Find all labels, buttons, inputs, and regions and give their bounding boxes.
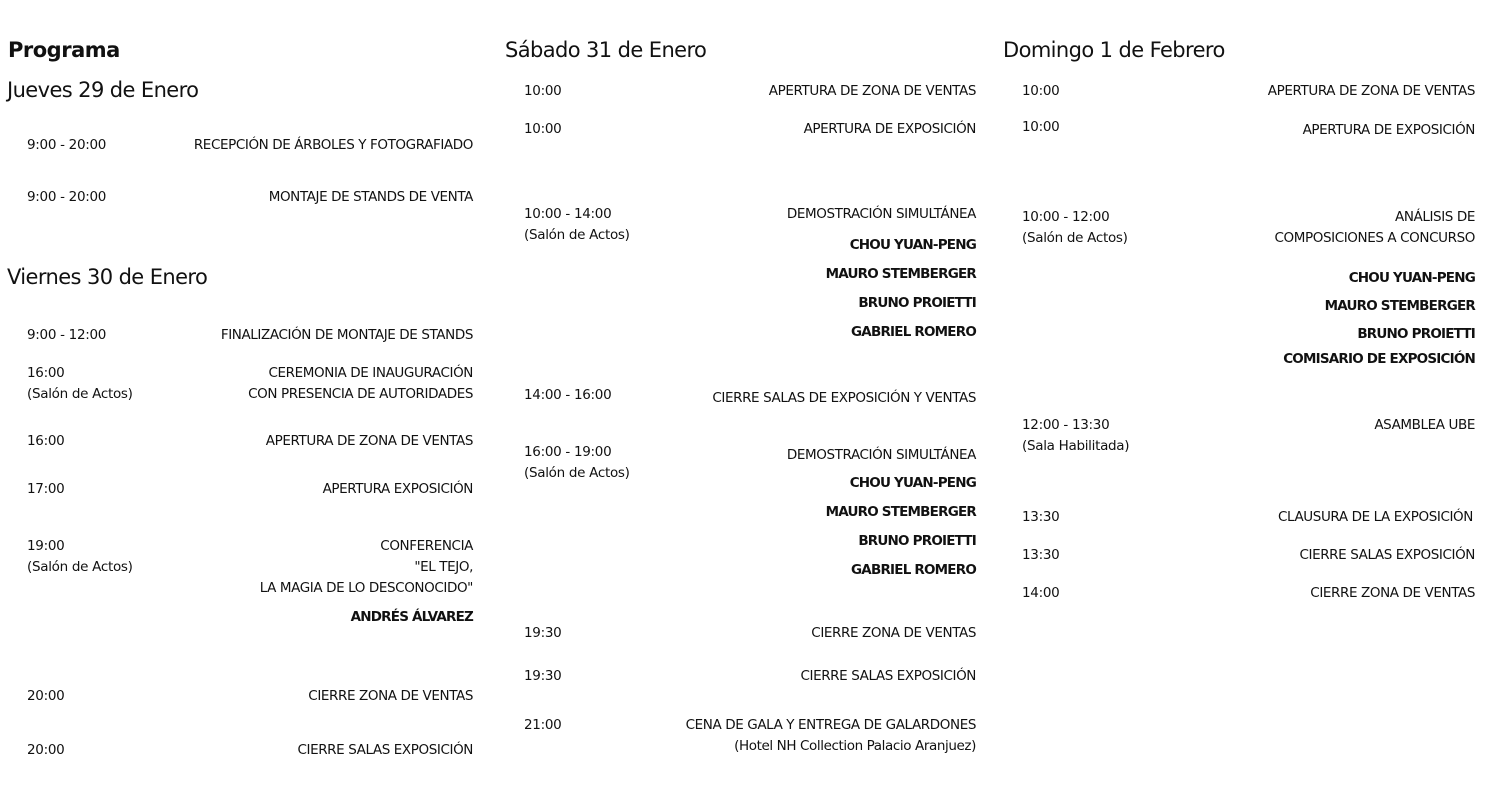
participant-name: COMISARIO DE EXPOSICIÓN bbox=[1283, 351, 1475, 367]
event-time bbox=[1022, 207, 1128, 249]
text-line: APERTURA DE ZONA DE VENTAS bbox=[768, 83, 976, 99]
participant-list bbox=[826, 469, 976, 585]
text-line: ASAMBLEA UBE bbox=[1374, 417, 1475, 433]
event-description bbox=[787, 204, 976, 225]
event-description bbox=[1303, 120, 1475, 141]
text-line: CIERRE SALAS EXPOSICIÓN bbox=[297, 742, 473, 758]
text-line: 19:30 bbox=[524, 668, 562, 684]
text-line: 13:30 bbox=[1022, 509, 1060, 525]
participant-name: MAURO STEMBERGER bbox=[825, 266, 976, 282]
page-title: Programa bbox=[8, 38, 120, 62]
participant-name: BRUNO PROIETTI bbox=[858, 533, 976, 549]
event-description bbox=[1268, 81, 1475, 102]
event-location: (Sala Habilitada) bbox=[1022, 438, 1130, 454]
text-line: 9:00 - 12:00 bbox=[27, 327, 107, 343]
event-description bbox=[266, 431, 473, 452]
day-title-viernes: Viernes 30 de Enero bbox=[7, 265, 208, 289]
event-time bbox=[1022, 81, 1059, 102]
event-description bbox=[804, 119, 976, 140]
text-line: 10:00 bbox=[1022, 119, 1060, 135]
event-time bbox=[1022, 117, 1059, 138]
text-line: 12:00 - 13:30 bbox=[1022, 417, 1110, 433]
schedule-column-1 bbox=[27, 0, 473, 795]
event-time bbox=[27, 135, 106, 156]
participant-name: GABRIEL ROMERO bbox=[851, 562, 976, 578]
event-time bbox=[27, 536, 133, 578]
speaker-list bbox=[351, 603, 473, 632]
text-line: CENA DE GALA Y ENTREGA DE GALARDONES bbox=[685, 717, 976, 733]
event-time bbox=[27, 479, 64, 500]
text-line: DEMOSTRACIÓN SIMULTÁNEA bbox=[786, 206, 976, 222]
participant-name: CHOU YUAN-PENG bbox=[1348, 270, 1475, 286]
text-line: CIERRE ZONA DE VENTAS bbox=[811, 625, 976, 641]
event-description bbox=[194, 135, 473, 156]
event-description bbox=[297, 740, 473, 761]
day-title-jueves: Jueves 29 de Enero bbox=[7, 78, 199, 102]
text-line: 10:00 - 14:00 bbox=[524, 206, 612, 222]
day-title-sabado: Sábado 31 de Enero bbox=[505, 38, 707, 62]
text-line: 10:00 bbox=[524, 83, 562, 99]
event-description bbox=[1274, 207, 1475, 249]
participant-list bbox=[1283, 264, 1475, 376]
text-line: "EL TEJO, bbox=[414, 559, 473, 575]
text-line: 16:00 bbox=[27, 433, 65, 449]
event-description bbox=[1278, 507, 1473, 528]
event-description bbox=[260, 536, 473, 599]
text-line: CIERRE ZONA DE VENTAS bbox=[1310, 585, 1475, 601]
event-location: (Salón de Actos) bbox=[1022, 230, 1128, 246]
event-time bbox=[524, 666, 561, 687]
event-description bbox=[269, 187, 473, 208]
event-description bbox=[308, 686, 473, 707]
text-line: CON PRESENCIA DE AUTORIDADES bbox=[248, 386, 473, 402]
text-line: DEMOSTRACIÓN SIMULTÁNEA bbox=[786, 447, 976, 463]
participant-name: MAURO STEMBERGER bbox=[825, 504, 976, 520]
text-line: 14:00 - 16:00 bbox=[524, 387, 612, 403]
event-time bbox=[27, 686, 64, 707]
participant-name: CHOU YUAN-PENG bbox=[849, 237, 976, 253]
event-location: (Hotel NH Collection Palacio Aranjuez) bbox=[734, 738, 976, 754]
text-line: APERTURA DE ZONA DE VENTAS bbox=[1267, 83, 1475, 99]
event-time bbox=[1022, 507, 1059, 528]
event-location: (Salón de Actos) bbox=[524, 227, 630, 243]
participant-name: BRUNO PROIETTI bbox=[858, 295, 976, 311]
event-time bbox=[27, 325, 106, 346]
event-description bbox=[686, 715, 976, 757]
event-time bbox=[524, 204, 630, 246]
event-description bbox=[811, 623, 976, 644]
event-time bbox=[27, 187, 106, 208]
event-description bbox=[221, 325, 473, 346]
text-line: 19:30 bbox=[524, 625, 562, 641]
text-line: 10:00 bbox=[524, 121, 562, 137]
event-time bbox=[524, 442, 630, 484]
event-description bbox=[769, 81, 976, 102]
text-line: CIERRE SALAS EXPOSICIÓN bbox=[1299, 547, 1475, 563]
text-line: CIERRE ZONA DE VENTAS bbox=[308, 688, 473, 704]
event-location: (Salón de Actos) bbox=[27, 559, 133, 575]
event-time bbox=[1022, 583, 1059, 604]
participant-name: BRUNO PROIETTI bbox=[1357, 326, 1475, 342]
text-line: RECEPCIÓN DE ÁRBOLES Y FOTOGRAFIADO bbox=[193, 137, 473, 153]
text-line: APERTURA DE ZONA DE VENTAS bbox=[265, 433, 473, 449]
text-line: 16:00 bbox=[27, 365, 65, 381]
participant-name: MAURO STEMBERGER bbox=[1324, 298, 1475, 314]
event-description bbox=[1374, 415, 1475, 436]
text-line: 10:00 bbox=[1022, 83, 1060, 99]
event-description bbox=[800, 666, 976, 687]
event-time bbox=[27, 363, 133, 405]
event-description bbox=[1310, 583, 1475, 604]
text-line: 9:00 - 20:00 bbox=[27, 137, 107, 153]
event-description bbox=[787, 445, 976, 466]
event-time bbox=[1022, 545, 1059, 566]
text-line: 13:30 bbox=[1022, 547, 1060, 563]
schedule-column-3 bbox=[1022, 0, 1475, 795]
text-line: CIERRE SALAS DE EXPOSICIÓN Y VENTAS bbox=[712, 390, 976, 406]
event-time bbox=[27, 740, 64, 761]
event-time bbox=[524, 623, 561, 644]
text-line: CEREMONIA DE INAUGURACIÓN bbox=[268, 365, 473, 381]
text-line: MONTAJE DE STANDS DE VENTA bbox=[268, 189, 473, 205]
event-time bbox=[524, 81, 561, 102]
text-line: CLAUSURA DE LA EXPOSICIÓN bbox=[1278, 509, 1473, 525]
text-line: CIERRE SALAS EXPOSICIÓN bbox=[800, 668, 976, 684]
text-line: 9:00 - 20:00 bbox=[27, 189, 107, 205]
text-line: APERTURA EXPOSICIÓN bbox=[322, 481, 473, 497]
schedule-column-2 bbox=[524, 0, 976, 795]
text-line: 14:00 bbox=[1022, 585, 1060, 601]
text-line: APERTURA DE EXPOSICIÓN bbox=[803, 121, 976, 137]
text-line: 20:00 bbox=[27, 742, 65, 758]
text-line: LA MAGIA DE LO DESCONOCIDO" bbox=[259, 580, 473, 596]
text-line: ANÁLISIS DE bbox=[1394, 209, 1475, 225]
event-time bbox=[524, 119, 561, 140]
event-time bbox=[524, 385, 611, 406]
text-line: 19:00 bbox=[27, 538, 65, 554]
text-line: 20:00 bbox=[27, 688, 65, 704]
participant-name: GABRIEL ROMERO bbox=[851, 324, 976, 340]
event-location: (Salón de Actos) bbox=[27, 386, 133, 402]
text-line: FINALIZACIÓN DE MONTAJE DE STANDS bbox=[220, 327, 473, 343]
event-time bbox=[524, 715, 561, 736]
participant-list bbox=[826, 231, 976, 347]
event-time bbox=[27, 431, 64, 452]
text-line: 17:00 bbox=[27, 481, 65, 497]
event-description bbox=[248, 363, 473, 405]
event-description bbox=[323, 479, 473, 500]
day-title-domingo: Domingo 1 de Febrero bbox=[1003, 38, 1225, 62]
text-line: APERTURA DE EXPOSICIÓN bbox=[1302, 122, 1475, 138]
text-line: CONFERENCIA bbox=[380, 538, 473, 554]
text-line: 16:00 - 19:00 bbox=[524, 444, 612, 460]
text-line: 10:00 - 12:00 bbox=[1022, 209, 1110, 225]
text-line: 21:00 bbox=[524, 717, 562, 733]
event-description bbox=[1299, 545, 1475, 566]
speaker-name: ANDRÉS ÁLVAREZ bbox=[350, 609, 473, 625]
event-time bbox=[1022, 415, 1129, 457]
event-location: (Salón de Actos) bbox=[524, 465, 630, 481]
participant-name: CHOU YUAN-PENG bbox=[849, 475, 976, 491]
text-line: COMPOSICIONES A CONCURSO bbox=[1274, 230, 1475, 246]
event-description bbox=[712, 388, 976, 409]
